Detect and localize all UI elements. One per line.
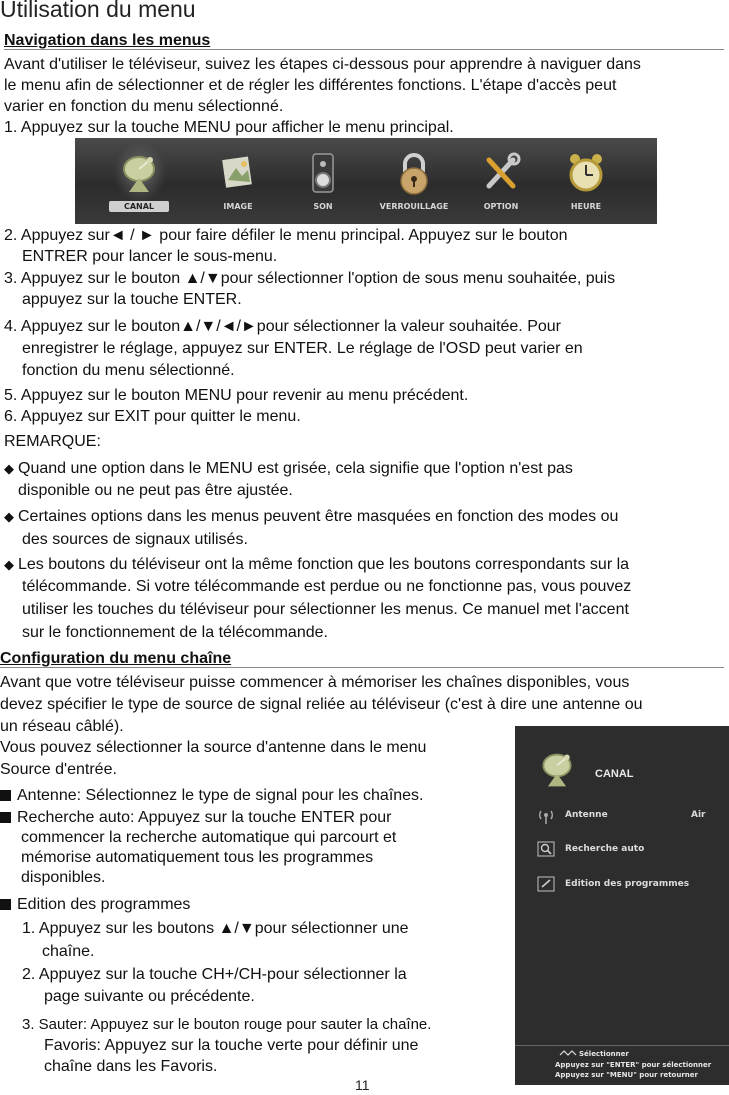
edition-favoris-cont: chaîne dans les Favoris.: [44, 1058, 218, 1075]
keyword-ch: CH+/CH-: [201, 966, 268, 983]
picture-icon: [218, 152, 258, 192]
note-3-cont: utiliser les touches du téléviseur pour sélectionner les menus. Ce manuel met l'accent: [22, 601, 629, 618]
page-title: Utilisation du menu: [0, 0, 196, 22]
edition-item: [0, 895, 190, 915]
menu-item-label: CANAL: [109, 201, 169, 212]
step-text: Appuyez sur le bouton▲/▼/◄/►pour sélectionner la valeur souhaitée. Pour: [20, 318, 561, 335]
page-number: 11: [355, 1077, 370, 1093]
step-text: pour lancer le sous-menu.: [87, 248, 278, 265]
step-5: [4, 386, 468, 406]
section-heading-chaine: Configuration du menu chaîne: [0, 650, 232, 667]
keyword-menu: MENU: [183, 119, 231, 136]
square-bullet-icon: [0, 790, 11, 801]
diamond-bullet-icon: ◆: [4, 509, 14, 524]
canal-menu-screenshot: [515, 726, 729, 1085]
diamond-bullet-icon: ◆: [4, 557, 14, 572]
intro-line-2: le menu afin de sélectionner et de régler les différentes fonctions. L'étape d'accès peut: [4, 77, 617, 94]
menu-item-heure: [543, 138, 629, 224]
item-text: pour: [354, 809, 392, 826]
keyword-recherche: Recherche auto:: [17, 809, 135, 826]
note-2-cont: des sources de signaux utilisés.: [22, 531, 248, 548]
section-rule: [4, 49, 724, 50]
keyword-edition: Edition des programmes: [17, 896, 191, 913]
menu-item-option: [458, 138, 544, 224]
padlock-icon: [394, 152, 434, 196]
step-number: 1.: [22, 920, 36, 937]
square-bullet-icon: [0, 812, 11, 823]
updown-arrow-icon: [559, 1049, 577, 1057]
step-6: [4, 407, 301, 427]
step-text: Appuyez sur le bouton ▲/▼pour sélectionner l'option de sous menu souhaitée, puis: [20, 270, 616, 287]
note-2: [4, 507, 618, 527]
step-text: Appuyez sur le bouton rouge pour sauter la chaîne.: [87, 1016, 432, 1033]
note-text: Certaines options dans les menus peuvent être masquées en fonction des modes ou: [18, 508, 619, 525]
step-4-cont: [22, 339, 583, 359]
remarque-heading: REMARQUE:: [4, 433, 101, 450]
edition-step-1-cont: chaîne.: [42, 943, 95, 960]
panel-row-label: Edition des programmes: [565, 879, 690, 889]
keyword-favoris: Favoris:: [44, 1037, 101, 1054]
step-3-cont: [22, 290, 242, 310]
note-1-cont: disponible ou ne peut pas être ajustée.: [18, 482, 293, 499]
note-1: [4, 459, 573, 479]
recherche-cont: commencer la recherche automatique qui parcourt et: [21, 829, 397, 846]
menu-item-label: HEURE: [570, 202, 602, 211]
panel-hint-select: Sélectionner: [579, 1050, 629, 1058]
step-text: Appuyez sur la touche verte pour définir une: [100, 1037, 419, 1054]
note-text: Les boutons du téléviseur ont la même fonction que les boutons correspondants sur la: [18, 556, 630, 573]
step-number: 3.: [4, 270, 18, 287]
panel-row-label: Antenne: [565, 810, 608, 820]
step-text: appuyez sur la touche: [22, 291, 183, 308]
step-text: Appuyez sur◄ / ► pour faire défiler le menu principal. Appuyez sur le bouton: [20, 227, 568, 244]
menu-item-son: [280, 138, 366, 224]
step-text: Appuyez sur la touche: [38, 966, 202, 983]
antenna-icon: [537, 808, 555, 824]
panel-title: CANAL: [595, 768, 634, 780]
step-number: 2.: [22, 966, 36, 983]
step-text: Appuyez sur les boutons ▲/▼pour sélectionner une: [38, 920, 409, 937]
step-3: [4, 269, 615, 289]
intro2-line-4: Vous pouvez sélectionner la source d'antenne dans le menu: [0, 739, 427, 756]
edition-step-1: [22, 919, 409, 939]
panel-hint-enter: Appuyez sur "ENTER" pour sélectionner: [555, 1061, 712, 1069]
satellite-dish-icon: [537, 750, 577, 790]
menu-item-label: VERROUILLAGE: [379, 202, 449, 211]
diamond-bullet-icon: ◆: [4, 461, 14, 476]
step-text: Appuyez sur le bouton: [20, 387, 185, 404]
intro2-line-5: Source d'entrée.: [0, 761, 117, 778]
note-3-cont: sur le fonctionnement de la télécommande.: [22, 624, 328, 641]
section-heading-navigation: Navigation dans les menus: [4, 32, 211, 49]
satellite-dish-icon: [117, 152, 161, 196]
step-text: enregistrer le réglage, appuyez sur: [22, 340, 274, 357]
step-text: pour quitter le menu.: [149, 408, 301, 425]
tools-icon: [481, 152, 521, 192]
keyword-exit: EXIT: [114, 408, 150, 425]
step-text: Appuyez sur la touche: [20, 119, 184, 136]
step-number: 5.: [4, 387, 18, 404]
keyword-enter: ENTER.: [273, 340, 333, 357]
keyword-sauter: 3. Sauter:: [22, 1016, 88, 1033]
step-1: [4, 118, 454, 138]
edition-step-2-cont: page suivante ou précédente.: [44, 988, 255, 1005]
note-text: Quand une option dans le MENU est grisée, cela signifie que l'option n'est pas: [18, 460, 573, 477]
main-menu-screenshot: [75, 138, 657, 224]
panel-row-label: Recherche auto: [565, 844, 645, 854]
intro-line-1: Avant d'utiliser le téléviseur, suivez les étapes ci-dessous pour apprendre à naviguer dans: [4, 56, 641, 73]
step-text: pour afficher le menu principal.: [230, 119, 454, 136]
step-2: [4, 226, 568, 246]
step-4-cont2: fonction du menu sélectionné.: [22, 362, 235, 379]
intro-line-3: varier en fonction du menu sélectionné.: [4, 98, 284, 115]
recherche-item: [0, 808, 391, 828]
step-text: pour revenir au menu précédent.: [231, 387, 469, 404]
intro2-line-1: Avant que votre téléviseur puisse commencer à mémoriser les chaînes disponibles, vous: [0, 674, 630, 691]
square-bullet-icon: [0, 899, 11, 910]
step-4: [4, 317, 561, 337]
panel-row-value: Air: [691, 810, 706, 820]
menu-item-label: SON: [313, 202, 333, 211]
intro2-line-3: un réseau câblé).: [0, 718, 124, 735]
note-3: [4, 555, 629, 575]
menu-item-label: IMAGE: [223, 202, 253, 211]
antenne-item: [0, 786, 424, 806]
step-number: 1.: [4, 119, 18, 136]
edition-step-3: [22, 1015, 431, 1035]
menu-item-verrouillage: [371, 138, 457, 224]
panel-divider: [515, 1045, 729, 1046]
item-text: Sélectionnez le type de signal pour les chaînes.: [81, 787, 424, 804]
recherche-cont: disponibles.: [21, 869, 106, 886]
edition-favoris: [44, 1036, 418, 1056]
menu-item-image: [195, 138, 281, 224]
keyword-enter: ENTER: [300, 809, 355, 826]
step-number: 2.: [4, 227, 18, 244]
alarm-clock-icon: [566, 152, 606, 194]
menu-item-canal: [96, 138, 182, 224]
panel-hint-menu: Appuyez sur "MENU" pour retourner: [555, 1071, 698, 1079]
intro2-line-2: devez spécifier le type de source de signal reliée au téléviseur (c'est à dire une antenne ou: [0, 696, 643, 713]
keyword-antenne: Antenne:: [17, 787, 82, 804]
speaker-icon: [309, 152, 337, 194]
step-text: Le réglage de l'OSD peut varier en: [332, 340, 583, 357]
step-text: Appuyez sur: [20, 408, 115, 425]
step-2-cont: [22, 247, 277, 267]
step-number: 6.: [4, 408, 18, 425]
keyword-menu: MENU: [184, 387, 232, 404]
magnifier-icon: [537, 841, 555, 857]
step-number: 4.: [4, 318, 18, 335]
step-text: pour sélectionner la: [267, 966, 407, 983]
note-3-cont: télécommande. Si votre télécommande est perdue ou ne fonctionne pas, vous pouvez: [22, 578, 632, 595]
menu-item-label: OPTION: [483, 202, 519, 211]
keyword-entrer: ENTRER: [22, 248, 88, 265]
recherche-cont: mémorise automatiquement tous les programmes: [21, 849, 374, 866]
section-rule: [0, 667, 724, 668]
edition-step-2: [22, 965, 407, 985]
keyword-enter: ENTER.: [183, 291, 242, 308]
edit-icon: [537, 876, 555, 892]
item-text: Appuyez sur la touche: [134, 809, 301, 826]
